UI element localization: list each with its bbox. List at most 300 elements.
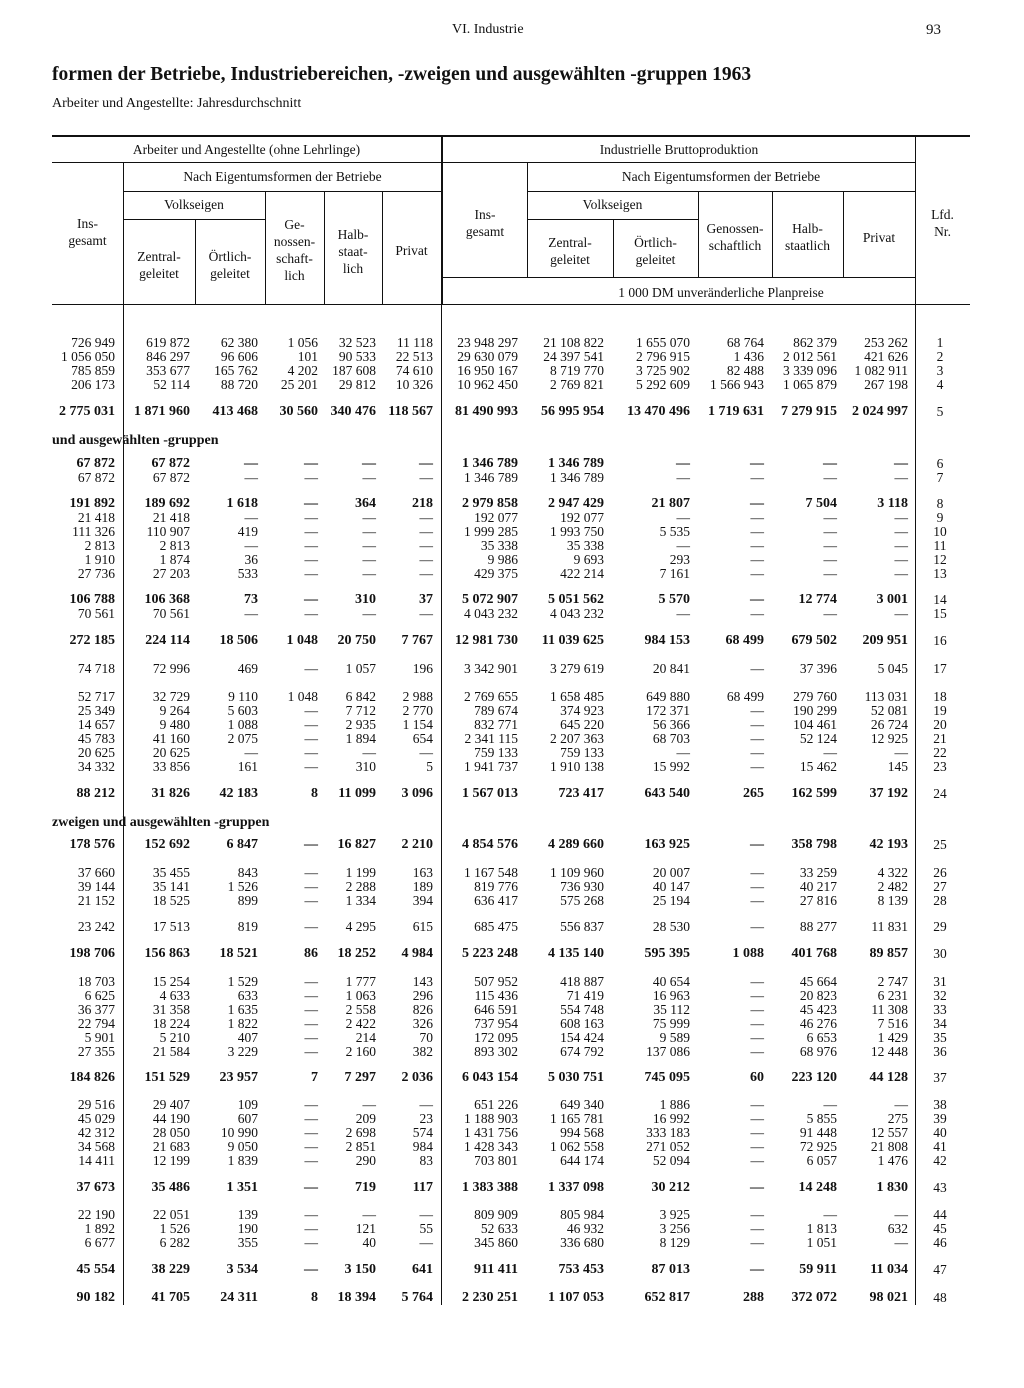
table-cell: 21 418 <box>152 510 190 525</box>
table-cell: 1 822 <box>227 1016 258 1031</box>
table-cell: — <box>894 524 908 539</box>
table-cell: — <box>894 470 908 485</box>
table-cell: 413 468 <box>212 404 258 419</box>
row-number: 46 <box>933 1235 947 1250</box>
table-cell: 3 925 <box>659 1207 690 1222</box>
table-cell: 2 947 429 <box>548 496 604 511</box>
table-cell: 52 081 <box>870 703 908 718</box>
row-number: 9 <box>936 510 944 525</box>
table-cell: 42 183 <box>219 786 258 801</box>
table-cell: — <box>750 759 764 774</box>
table-cell: — <box>304 1262 318 1277</box>
table-cell: 90 182 <box>76 1290 115 1305</box>
table-cell: — <box>244 745 258 760</box>
table-cell: 679 502 <box>791 633 837 648</box>
table-cell: 33 856 <box>152 759 190 774</box>
header-genossen-right: Genossen- schaftlich <box>706 221 764 253</box>
table-cell: 7 767 <box>401 633 433 648</box>
table-cell: 893 302 <box>474 1044 518 1059</box>
table-cell: 3 342 901 <box>464 661 518 676</box>
table-cell: 862 379 <box>793 335 837 350</box>
table-cell: 703 801 <box>474 1153 518 1168</box>
table-cell: — <box>750 865 764 880</box>
table-cell: 192 077 <box>560 510 604 525</box>
table-cell: 163 925 <box>644 837 690 852</box>
table-cell: 5 072 907 <box>462 592 518 607</box>
row-number: 6 <box>936 456 944 471</box>
table-cell: 2 813 <box>84 538 115 553</box>
table-cell: — <box>419 566 433 581</box>
table-cell: 685 475 <box>474 919 518 934</box>
table-cell: 805 984 <box>560 1207 604 1222</box>
table-cell: 7 <box>311 1070 318 1085</box>
table-cell: 45 783 <box>77 731 115 746</box>
table-cell: 67 872 <box>76 456 115 471</box>
row-number: 22 <box>933 745 947 760</box>
table-cell: 83 <box>419 1153 433 1168</box>
table-cell: 5 <box>426 759 433 774</box>
table-cell: 8 <box>311 786 318 801</box>
table-cell: 1 165 781 <box>550 1111 604 1126</box>
table-cell: 7 504 <box>805 496 837 511</box>
table-cell: 9 693 <box>573 552 604 567</box>
table-cell: 20 625 <box>152 745 190 760</box>
table-cell: 56 366 <box>652 717 690 732</box>
table-cell: 25 349 <box>77 703 115 718</box>
row-number: 7 <box>936 470 944 485</box>
table-cell: 5 210 <box>159 1030 190 1045</box>
rule <box>123 219 265 220</box>
table-cell: 4 633 <box>159 988 190 1003</box>
table-cell: 42 193 <box>869 837 908 852</box>
table-cell: 218 <box>412 496 433 511</box>
table-cell: 846 297 <box>146 349 190 364</box>
table-cell: 5 051 562 <box>548 592 604 607</box>
row-number: 33 <box>933 1002 947 1017</box>
row-number: 29 <box>933 919 947 934</box>
table-cell: 42 312 <box>77 1125 115 1140</box>
table-cell: 151 529 <box>144 1070 190 1085</box>
rule <box>527 191 915 192</box>
table-cell: 15 992 <box>652 759 690 774</box>
table-cell: 2 813 <box>159 538 190 553</box>
table-cell: — <box>304 1002 318 1017</box>
table-cell: — <box>244 470 258 485</box>
table-cell: — <box>894 1097 908 1112</box>
table-cell: 2 770 <box>402 703 433 718</box>
table-cell: 40 217 <box>799 879 837 894</box>
table-cell: 16 963 <box>652 988 690 1003</box>
table-cell: 4 043 232 <box>464 606 518 621</box>
table-cell: — <box>362 566 376 581</box>
table-cell: 469 <box>237 661 258 676</box>
table-cell: 198 706 <box>69 946 115 961</box>
table-cell: — <box>823 1097 837 1112</box>
table-cell: 37 192 <box>869 786 908 801</box>
table-cell: 1 428 343 <box>464 1139 518 1154</box>
table-cell: — <box>244 538 258 553</box>
table-cell: 172 371 <box>646 703 690 718</box>
table-cell: — <box>823 456 837 471</box>
row-number: 19 <box>933 703 947 718</box>
table-cell: 18 525 <box>152 893 190 908</box>
header-genossen-left: Ge- nossen- schaft- lich <box>273 217 316 283</box>
table-cell: — <box>304 731 318 746</box>
row-number: 41 <box>933 1139 947 1154</box>
table-cell: 1 635 <box>227 1002 258 1017</box>
row-number: 35 <box>933 1030 947 1045</box>
table-cell: 1 109 960 <box>550 865 604 880</box>
table-cell: 15 462 <box>799 759 837 774</box>
table-cell: 24 311 <box>220 1290 258 1305</box>
table-cell: 789 674 <box>474 703 518 718</box>
table-cell: 45 664 <box>799 974 837 989</box>
table-cell: 5 603 <box>227 703 258 718</box>
table-cell: — <box>304 893 318 908</box>
header-oertlich-right: Örtlich- geleitet <box>634 235 677 267</box>
table-cell: 209 <box>355 1111 376 1126</box>
table-cell: 1 383 388 <box>462 1180 518 1195</box>
table-cell: — <box>304 919 318 934</box>
section-label: zweigen und ausgewählten -gruppen <box>52 815 270 830</box>
table-cell: — <box>750 1262 764 1277</box>
table-cell: 52 114 <box>153 377 190 392</box>
table-cell: 28 530 <box>652 919 690 934</box>
table-cell: 27 816 <box>799 893 837 908</box>
table-cell: 1 874 <box>159 552 190 567</box>
row-number: 43 <box>933 1180 947 1195</box>
table-cell: 20 841 <box>652 661 690 676</box>
table-cell: 5 901 <box>84 1030 115 1045</box>
table-cell: 843 <box>237 865 258 880</box>
table-cell: 336 680 <box>560 1235 604 1250</box>
table-cell: 1 088 <box>732 946 764 961</box>
table-cell: — <box>304 865 318 880</box>
table-cell: — <box>750 745 764 760</box>
table-cell: 46 932 <box>566 1221 604 1236</box>
row-number: 34 <box>933 1016 947 1031</box>
rule <box>915 305 916 1305</box>
table-cell: 10 990 <box>220 1125 258 1140</box>
table-cell: 6 842 <box>345 689 376 704</box>
table-cell: 72 925 <box>799 1139 837 1154</box>
table-cell: 6 677 <box>84 1235 115 1250</box>
table-cell: 646 591 <box>474 1002 518 1017</box>
table-cell: — <box>304 470 318 485</box>
table-cell: 382 <box>412 1044 433 1059</box>
table-cell: — <box>823 524 837 539</box>
row-number: 11 <box>933 538 947 553</box>
table-cell: 68 703 <box>652 731 690 746</box>
table-cell: 11 308 <box>871 1002 908 1017</box>
table-cell: 310 <box>355 759 376 774</box>
table-cell: — <box>750 1139 764 1154</box>
table-cell: — <box>750 1030 764 1045</box>
table-cell: — <box>304 1097 318 1112</box>
table-cell: 644 174 <box>560 1153 604 1168</box>
table-cell: 96 606 <box>220 349 258 364</box>
table-cell: — <box>304 1044 318 1059</box>
table-cell: 35 338 <box>566 538 604 553</box>
table-cell: 72 996 <box>152 661 190 676</box>
table-cell: — <box>304 988 318 1003</box>
table-cell: 18 394 <box>337 1290 376 1305</box>
table-cell: 37 <box>419 592 433 607</box>
table-cell: 18 521 <box>219 946 258 961</box>
table-cell: 407 <box>237 1030 258 1045</box>
table-cell: 1 871 960 <box>134 404 190 419</box>
table-cell: — <box>676 510 690 525</box>
table-cell: 1 167 548 <box>464 865 518 880</box>
table-cell: — <box>823 566 837 581</box>
table-cell: 1 065 879 <box>783 377 837 392</box>
table-cell: 12 448 <box>870 1044 908 1059</box>
table-cell: 90 533 <box>338 349 376 364</box>
table-cell: 23 957 <box>219 1070 258 1085</box>
table-cell: — <box>304 496 318 511</box>
table-cell: 40 <box>362 1235 376 1250</box>
table-cell: 106 368 <box>144 592 190 607</box>
table-cell: 52 717 <box>77 689 115 704</box>
table-cell: 44 190 <box>152 1111 190 1126</box>
table-cell: 288 <box>743 1290 764 1305</box>
table-cell: 41 160 <box>152 731 190 746</box>
row-number: 28 <box>933 893 947 908</box>
table-cell: 984 153 <box>644 633 690 648</box>
table-cell: 34 568 <box>77 1139 115 1154</box>
table-cell: 68 499 <box>725 633 764 648</box>
table-cell: — <box>304 566 318 581</box>
table-cell: — <box>362 456 376 471</box>
table-cell: 785 859 <box>71 363 115 378</box>
table-cell: 6 653 <box>806 1030 837 1045</box>
table-cell: 1 048 <box>287 689 318 704</box>
table-cell: 1 334 <box>345 893 376 908</box>
table-cell: 1 063 <box>345 988 376 1003</box>
table-cell: — <box>304 1207 318 1222</box>
table-cell: 163 <box>412 865 433 880</box>
table-cell: 8 719 770 <box>550 363 604 378</box>
table-cell: 6 043 154 <box>462 1070 518 1085</box>
table-cell: — <box>750 1125 764 1140</box>
table-cell: 819 776 <box>474 879 518 894</box>
table-cell: 1 830 <box>876 1180 908 1195</box>
table-cell: 3 339 096 <box>783 363 837 378</box>
table-cell: 91 448 <box>799 1125 837 1140</box>
table-cell: — <box>304 759 318 774</box>
table-cell: — <box>304 606 318 621</box>
table-cell: 310 <box>355 592 376 607</box>
table-cell: — <box>750 1235 764 1250</box>
table-cell: 1 346 789 <box>462 456 518 471</box>
table-cell: 74 718 <box>77 661 115 676</box>
table-cell: 13 470 496 <box>627 404 690 419</box>
table-cell: 20 625 <box>77 745 115 760</box>
table-cell: 394 <box>412 893 433 908</box>
table-cell: 68 976 <box>799 1044 837 1059</box>
table-cell: 36 <box>244 552 258 567</box>
table-cell: 753 453 <box>558 1262 604 1277</box>
table-cell: 759 133 <box>560 745 604 760</box>
table-cell: — <box>304 1016 318 1031</box>
table-cell: — <box>419 456 433 471</box>
table-cell: 556 837 <box>560 919 604 934</box>
table-cell: 9 986 <box>487 552 518 567</box>
table-cell: 2 775 031 <box>59 404 115 419</box>
table-cell: 73 <box>244 592 258 607</box>
table-cell: 45 423 <box>799 1002 837 1017</box>
table-cell: — <box>750 919 764 934</box>
table-cell: 6 282 <box>159 1235 190 1250</box>
table-cell: — <box>750 470 764 485</box>
table-cell: 1 886 <box>659 1097 690 1112</box>
table-cell: 21 108 822 <box>543 335 604 350</box>
table-cell: 106 788 <box>69 592 115 607</box>
table-cell: 2 012 561 <box>783 349 837 364</box>
rule-header-bottom <box>52 304 970 305</box>
rule <box>441 305 442 1305</box>
table-cell: 5 855 <box>806 1111 837 1126</box>
table-cell: 643 540 <box>644 786 690 801</box>
table-cell: 224 114 <box>145 633 190 648</box>
table-cell: 17 513 <box>152 919 190 934</box>
table-cell: 206 173 <box>71 377 115 392</box>
row-number: 18 <box>933 689 947 704</box>
table-cell: 984 <box>412 1139 433 1154</box>
table-cell: — <box>362 1097 376 1112</box>
table-cell: 161 <box>237 759 258 774</box>
table-cell: 68 499 <box>726 689 764 704</box>
table-cell: 654 <box>412 731 433 746</box>
table-cell: 6 625 <box>84 988 115 1003</box>
table-cell: — <box>304 1030 318 1045</box>
table-cell: — <box>676 470 690 485</box>
table-cell: 353 677 <box>146 363 190 378</box>
table-cell: 1 892 <box>84 1221 115 1236</box>
table-cell: 35 455 <box>152 865 190 880</box>
table-cell: 1 719 631 <box>708 404 764 419</box>
table-cell: 2 482 <box>877 879 908 894</box>
table-cell: — <box>304 1125 318 1140</box>
table-cell: — <box>750 1097 764 1112</box>
table-cell: 5 292 609 <box>636 377 690 392</box>
table-cell: 1 526 <box>227 879 258 894</box>
table-cell: 2 024 997 <box>852 404 908 419</box>
table-cell: 52 124 <box>799 731 837 746</box>
table-cell: 345 860 <box>474 1235 518 1250</box>
table-cell: 809 909 <box>474 1207 518 1222</box>
row-number: 14 <box>933 592 947 607</box>
table-cell: 429 375 <box>474 566 518 581</box>
row-number: 27 <box>933 879 947 894</box>
table-cell: 27 736 <box>77 566 115 581</box>
table-cell: — <box>419 524 433 539</box>
table-cell: 33 259 <box>799 865 837 880</box>
row-number: 38 <box>933 1097 947 1112</box>
table-cell: — <box>894 745 908 760</box>
table-cell: 9 264 <box>159 703 190 718</box>
table-cell: 1 188 903 <box>464 1111 518 1126</box>
table-cell: — <box>750 1002 764 1017</box>
header-halb-left: Halb- staat- lich <box>337 227 369 276</box>
table-cell: — <box>750 1016 764 1031</box>
table-cell: 25 201 <box>280 377 318 392</box>
table-cell: 23 948 297 <box>457 335 518 350</box>
table-cell: 2 747 <box>877 974 908 989</box>
table-cell: 29 630 079 <box>457 349 518 364</box>
table-cell: 10 962 450 <box>457 377 518 392</box>
table-cell: 22 513 <box>395 349 433 364</box>
table-cell: — <box>362 606 376 621</box>
row-number: 17 <box>933 661 947 676</box>
header-oertlich-left: Örtlich- geleitet <box>208 249 252 281</box>
table-cell: 2 769 655 <box>464 689 518 704</box>
table-cell: — <box>823 552 837 567</box>
table-cell: 98 021 <box>869 1290 908 1305</box>
table-cell: 9 110 <box>228 689 258 704</box>
table-cell: 1 777 <box>345 974 376 989</box>
table-cell: 641 <box>412 1262 433 1277</box>
table-cell: 20 823 <box>799 988 837 1003</box>
table-cell: 81 490 993 <box>455 404 518 419</box>
table-cell: 24 397 541 <box>543 349 604 364</box>
table-cell: 651 226 <box>474 1097 518 1112</box>
table-cell: — <box>750 456 764 471</box>
table-cell: 1 567 013 <box>462 786 518 801</box>
table-cell: 533 <box>237 566 258 581</box>
table-cell: 899 <box>237 893 258 908</box>
table-cell: 18 506 <box>219 633 258 648</box>
table-cell: 1 999 285 <box>464 524 518 539</box>
table-cell: — <box>304 745 318 760</box>
table-cell: 115 436 <box>474 988 518 1003</box>
table-cell: 253 262 <box>864 335 908 350</box>
table-cell: 607 <box>237 1111 258 1126</box>
table-cell: 32 729 <box>152 689 190 704</box>
table-cell: 3 534 <box>226 1262 258 1277</box>
table-cell: — <box>304 538 318 553</box>
table-cell: 1 526 <box>159 1221 190 1236</box>
table-cell: — <box>304 524 318 539</box>
table-cell: — <box>304 879 318 894</box>
table-cell: 89 857 <box>869 946 908 961</box>
table-cell: — <box>362 510 376 525</box>
table-cell: — <box>304 837 318 852</box>
table-cell: 3 096 <box>401 786 433 801</box>
table-cell: 23 <box>419 1111 433 1126</box>
table-cell: 372 072 <box>791 1290 837 1305</box>
table-cell: 1 436 <box>733 349 764 364</box>
row-number: 26 <box>933 865 947 880</box>
table-cell: 296 <box>412 988 433 1003</box>
row-number: 45 <box>933 1221 947 1236</box>
table-cell: 1 910 138 <box>550 759 604 774</box>
table-cell: 70 <box>419 1030 433 1045</box>
table-cell: 1 431 756 <box>464 1125 518 1140</box>
table-cell: — <box>362 538 376 553</box>
table-cell: 12 199 <box>152 1153 190 1168</box>
section-label: und ausgewählten -gruppen <box>52 433 219 448</box>
row-number: 31 <box>933 974 947 989</box>
table-cell: 30 560 <box>279 404 318 419</box>
table-cell: 3 256 <box>659 1221 690 1236</box>
table-cell: 819 <box>237 919 258 934</box>
table-cell: 3 279 619 <box>550 661 604 676</box>
header-volkseigen-right: Volkseigen <box>582 197 643 212</box>
table-cell: 29 516 <box>77 1097 115 1112</box>
row-number: 15 <box>933 606 947 621</box>
table-cell: 71 419 <box>566 988 604 1003</box>
